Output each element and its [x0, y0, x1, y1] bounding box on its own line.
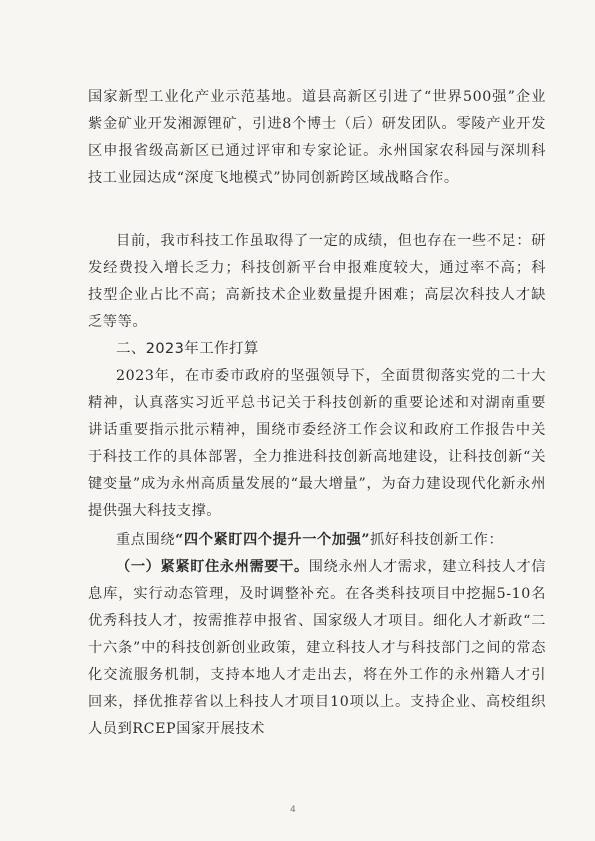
paragraph-demonstration-bases: 国家新型工业化产业示范基地。道县高新区引进了“世界500强”企业紫金矿业开发湘源锂矿，引进8个博士（后）研发团队。零陵产业开发区申报省级高新区已通过评审和专家论证。永州国家农科园与深圳科技工业园达成“深度飞地模式”协同创新跨区域战略合作。	[88, 89, 546, 186]
key-focus-suffix: 抓好科技创新工作：	[370, 532, 504, 548]
paragraph-key-focus	[88, 527, 546, 554]
talent-needs-text: 围绕永州人才需求，建立科技人才信息库，实行动态管理，及时调整补充。在各类科技项目中挖掘5-10名优秀科技人才，按需推荐申报省、国家级人才项目。细化人才新政“二十六条”中的科技创新创业政策，建立科技人才与科技部门之间的常态化交流服务机制，支持本地人才走出去，将在外工作的永州籍人才引回来，择优推荐省以上科技人才项目10项以上。支持企业、高校组织人员到RCEP国家开展技术	[88, 559, 546, 737]
key-focus-bold: “四个紧盯四个提升一个加强”	[175, 532, 371, 548]
paragraph-2023-overview	[88, 363, 546, 525]
paragraph-2023-overview-text: 2023年，在市委市政府的坚强领导下，全面贯彻落实党的二十大精神，认真落实习近平总书记关于科技创新的重要论述和对湖南重要讲话重要指示批示精神，围绕市委经济工作会议和政府工作报告中关于科技工作的具体部署，全力推进科技创新高地建设，让科技创新“关键变量”成为永州高质量发展的“最大增量”，为奋力建设现代化新永州提供强大科技支撑。	[88, 368, 546, 519]
paragraph-shortcomings: 目前，我市科技工作虽取得了一定的成绩，但也存在一些不足：研发经费投入增长乏力；科技创新平台申报难度较大，通过率不高；科技型企业占比不高；高新技术企业数量提升困难；高层次科技人才缺乏等等。	[88, 233, 546, 330]
paragraph-talent-needs	[88, 554, 546, 743]
section-heading-2023-plan: 二、2023年工作打算	[116, 341, 259, 357]
key-focus-prefix: 重点围绕	[116, 532, 176, 548]
subsection-heading-talent: （一）紧紧盯住永州需要干。	[116, 559, 309, 575]
page-number: 4	[290, 805, 296, 815]
